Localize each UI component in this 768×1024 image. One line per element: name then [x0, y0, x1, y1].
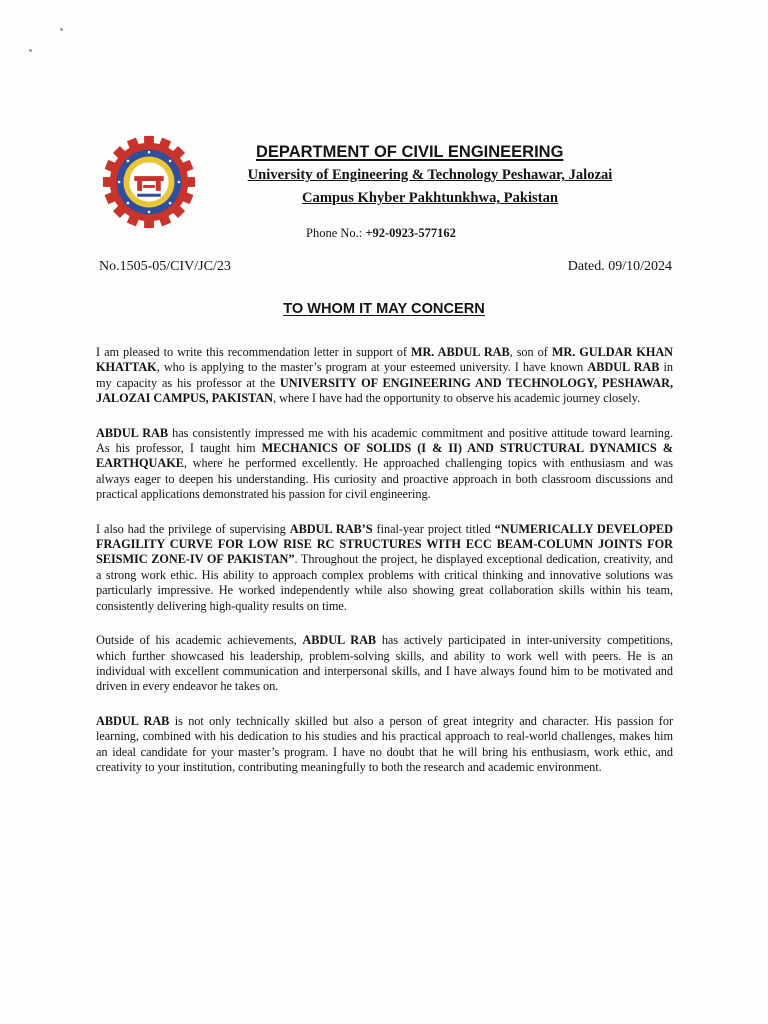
bold-text-run: MECHANICS OF SOLIDS (I & II) AND STRUCTURAL DYNAMICS & EARTHQUAKE	[96, 441, 673, 471]
text-run: , where he performed excellently. He approached challenging topics with enthusiasm and was always eager to deepen his understanding. His curiosity and proactive approach in both classroom discussions and practical applications demonstrated his passion for civil engineering.	[96, 456, 673, 502]
text-run: has consistently impressed me with his academic commitment and positive attitude toward learning. As his professor, I taught him	[96, 425, 673, 456]
text-run: Outside of his academic achievements,	[96, 633, 303, 648]
bold-text-run: ABDUL RAB	[96, 713, 170, 728]
bold-text-run: MR. GULDAR KHAN KHATTAK	[96, 345, 673, 375]
text-run: I am pleased to write this recommendation letter in support of	[96, 345, 411, 359]
letter-paragraph-4	[96, 633, 673, 695]
scan-speck	[60, 28, 63, 31]
bold-text-run: ABDUL RAB	[587, 360, 660, 375]
bold-text-run: MR. ABDUL RAB	[410, 345, 510, 359]
scan-speck	[29, 49, 32, 52]
phone-number: +92-0923-577162	[365, 226, 456, 240]
letter-paragraph-3	[96, 522, 673, 614]
bold-text-run: UNIVERSITY OF ENGINEERING AND TECHNOLOGY, PESHAWAR, JALOZAI CAMPUS, PAKISTAN	[96, 375, 673, 406]
reference-number: No.1505-05/CIV/JC/23	[99, 259, 231, 274]
letter-date: Dated. 09/10/2024	[567, 259, 672, 274]
text-run: has actively participated in inter-university competitions, which further showcased his leadership, problem-solving skills, and ability to work well with peers. He is an individual with excellent communication and interpersonal skills, and I have always found him to be motivated and driven in every endeavor he takes on.	[96, 633, 673, 694]
text-run: , who is applying to the master’s program at your esteemed university. I have known	[156, 360, 588, 375]
bold-text-run: “NUMERICALLY DEVELOPED FRAGILITY CURVE FOR LOW RISE RC STRUCTURES WITH ECC BEAM-COLUMN JOINTS FOR SEISMIC ZONE-IV OF PAKISTAN”	[96, 521, 673, 567]
phone-label: Phone No.:	[306, 226, 366, 240]
seal-base	[137, 194, 161, 197]
university-name-line-2: Campus Khyber Pakhtunkhwa, Pakistan	[301, 190, 558, 206]
bold-text-run: ABDUL RAB’S	[289, 521, 373, 536]
bold-text-run: ABDUL RAB	[96, 425, 169, 440]
letter-body	[96, 345, 673, 794]
bold-text-run: ABDUL RAB	[302, 633, 377, 648]
text-run: , son of	[509, 345, 552, 359]
text-run: . Throughout the project, he displayed exceptional dedication, creativity, and a strong work ethic. His ability to approach complex problems with critical thinking and innovative solutions was particularly impressive. He worked independently while also showing great collaboration skills within his team, consistently delivering high-quality results on time.	[96, 552, 673, 613]
text-run: is not only technically skilled but also a person of great integrity and character. His passion for learning, combined with his dedication to his studies and his practical approach to real-world challenges, makes him an ideal candidate for your master’s program. I have no doubt that he will bring his enthusiasm, work ethic, and creativity to your institution, contributing meaningfully to both the research and academic environment.	[96, 713, 673, 774]
text-run: , where I have had the opportunity to observe his academic journey closely.	[273, 391, 640, 406]
text-run: I also had the privilege of supervising	[96, 521, 290, 536]
text-run: final-year project titled	[372, 521, 495, 536]
letter-paragraph-2	[96, 426, 673, 503]
text-run: in my capacity as his professor at the	[96, 360, 673, 390]
university-seal-icon	[100, 133, 198, 231]
letter-paragraph-5	[96, 714, 673, 776]
university-name-line-1: University of Engineering & Technology Peshawar, Jalozai	[247, 167, 613, 183]
department-title: DEPARTMENT OF CIVIL ENGINEERING	[256, 143, 564, 161]
letter-subject: TO WHOM IT MAY CONCERN	[283, 301, 485, 317]
phone-line	[306, 226, 456, 241]
letter-paragraph-1	[96, 345, 673, 407]
